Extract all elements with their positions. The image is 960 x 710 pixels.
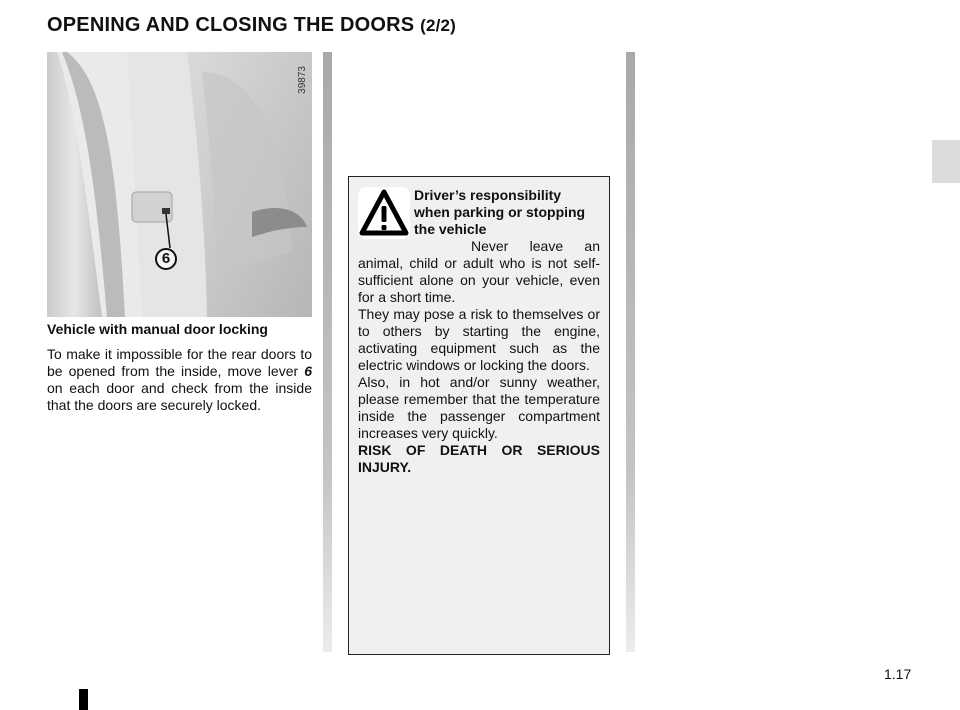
page-title-suffix: (2/2) — [420, 16, 457, 35]
warning-heading: Driver’s responsibility when parking or stopping the vehicle — [414, 187, 586, 237]
door-illustration — [47, 52, 312, 317]
callout-label: 6 — [161, 250, 171, 267]
body-text-part-2: on each door and check from the inside that the doors are securely locked. — [47, 380, 312, 413]
body-text-part-1: To make it impossible for the rear doors to be opened from the inside, move lever — [47, 346, 312, 379]
warning-risk-statement: RISK OF DEATH OR SERIOUS INJURY. — [358, 442, 600, 475]
warning-paragraph-1: Never leave an animal, child or adult who is not self-sufficient alone on your vehicle, even for a short time. — [358, 238, 600, 305]
section-heading: Vehicle with manual door locking — [47, 321, 268, 337]
callout-badge — [155, 248, 177, 270]
warning-triangle-icon — [358, 187, 410, 239]
warning-box — [348, 176, 610, 655]
crop-mark — [79, 689, 88, 710]
section-body — [47, 346, 312, 414]
lever-reference: 6 — [304, 363, 312, 379]
page-title-text: OPENING AND CLOSING THE DOORS — [47, 14, 415, 36]
door-drawing — [47, 52, 312, 317]
page-number: 1.17 — [884, 666, 912, 682]
chapter-tab — [932, 140, 960, 183]
page-title — [47, 14, 456, 37]
column-divider-right — [626, 52, 635, 652]
warning-paragraph-3: Also, in hot and/or sunny weather, please remember that the temperature inside the passenger compartment increases very quickly. — [358, 374, 600, 441]
column-divider-left — [323, 52, 332, 652]
figure-reference-number: 39873 — [297, 66, 308, 94]
warning-paragraph-2: They may pose a risk to themselves or to others by starting the engine, activating equipment such as the electric windows or locking the doors. — [358, 306, 600, 373]
